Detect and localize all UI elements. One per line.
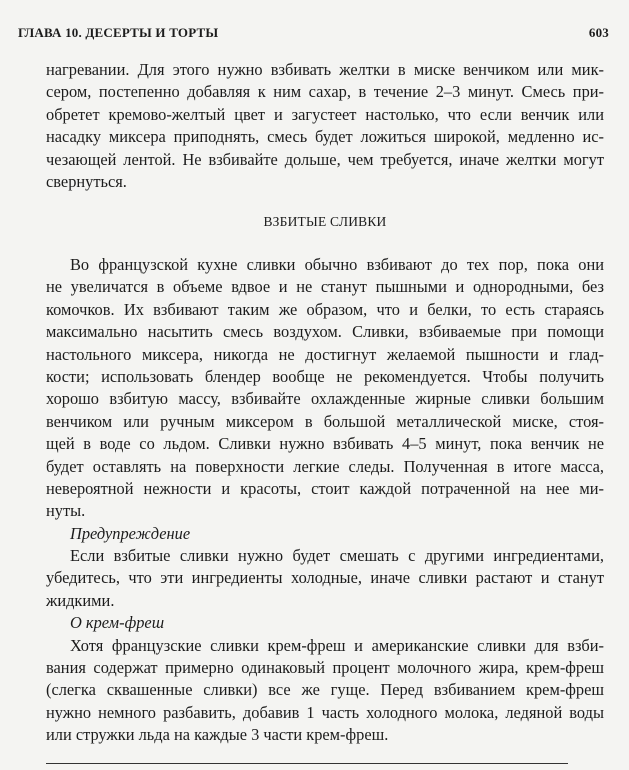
whipped-cream-paragraph bbox=[46, 254, 604, 747]
section-title: ВЗБИТЫЕ СЛИВКИ bbox=[263, 214, 387, 229]
text-line: максимально насытить смесь воздухом. Сливки, взбиваемые при помощи bbox=[46, 322, 604, 342]
text-line: кости; использовать блендер вообще не рекомендуется. Чтобы получить bbox=[46, 366, 604, 386]
text-line: убедитесь, что эти ингредиенты холодные, иначе сливки растают и станут bbox=[46, 568, 604, 588]
page-number: 603 bbox=[588, 25, 609, 40]
text-line: хорошо взбитую массу, взбивайте охлажденные жирные сливки большим bbox=[46, 389, 604, 409]
text-line: насадку миксера приподнять, смесь будет ложиться широкой, медленно ис- bbox=[46, 127, 604, 147]
text-line: настольного миксера, никогда не достигнут желаемой пышности и глад- bbox=[46, 344, 604, 364]
text-line: не увеличатся в объеме вдвое и не станут пышными и однородными, без bbox=[46, 277, 604, 297]
text-line: невероятной нежности и красоты, стоит каждой потраченной на нее ми- bbox=[46, 478, 604, 498]
text-line: обретет кремово-желтый цвет и загустеет настолько, что если венчик или bbox=[46, 104, 604, 124]
carryover-paragraph bbox=[46, 59, 604, 193]
text-line: Во французской кухне сливки обычно взбивают до тех пор, пока они bbox=[70, 255, 604, 274]
text-line: сером, постепенно добавляя к ним сахар, в течение 2–3 минут. Смесь при- bbox=[46, 82, 604, 102]
text-line: нагревании. Для этого нужно взбивать желтки в миске венчиком или мик- bbox=[46, 60, 604, 79]
chapter-title: ГЛАВА 10. ДЕСЕРТЫ И ТОРТЫ bbox=[18, 25, 219, 40]
text-line: Хотя французские сливки крем-фреш и американские сливки для взби- bbox=[70, 635, 604, 655]
bottom-rule bbox=[46, 763, 568, 764]
warning-heading: Предупреждение bbox=[70, 523, 191, 543]
text-line: (слегка сквашенные сливки) все же гуще. Перед взбиванием крем-фреш bbox=[46, 680, 604, 700]
running-head bbox=[18, 25, 609, 43]
text-line: комочков. Их взбивают таким же образом, что и белки, то есть стараясь bbox=[46, 299, 604, 319]
text-line: или стружки льда на каждые 3 части крем-фреш. bbox=[46, 725, 389, 745]
text-line: будет оставлять на поверхности легкие следы. Полученная в итоге масса, bbox=[46, 456, 604, 476]
text-line: венчиком или ручным миксером в большой металлической миске, стоя- bbox=[46, 411, 604, 431]
text-line: щей в воде со льдом. Сливки нужно взбивать 4–5 минут, пока венчик не bbox=[46, 434, 604, 454]
text-line: чезающей лентой. Не взбивайте дольше, чем требуется, иначе желтки могут bbox=[46, 149, 604, 169]
text-line: нуты. bbox=[46, 501, 86, 521]
creme-fraiche-heading: О крем-фреш bbox=[70, 613, 165, 633]
text-line: жидкими. bbox=[46, 590, 115, 610]
text-line: нужно немного разбавить, добавив 1 часть холодного молока, ледяной воды bbox=[46, 702, 604, 722]
text-line: свернуться. bbox=[46, 171, 127, 191]
text-line: Если взбитые сливки нужно будет смешать с другими ингредиентами, bbox=[70, 546, 604, 566]
text-line: вания содержат примерно одинаковый процент молочного жира, крем-фреш bbox=[46, 658, 604, 678]
